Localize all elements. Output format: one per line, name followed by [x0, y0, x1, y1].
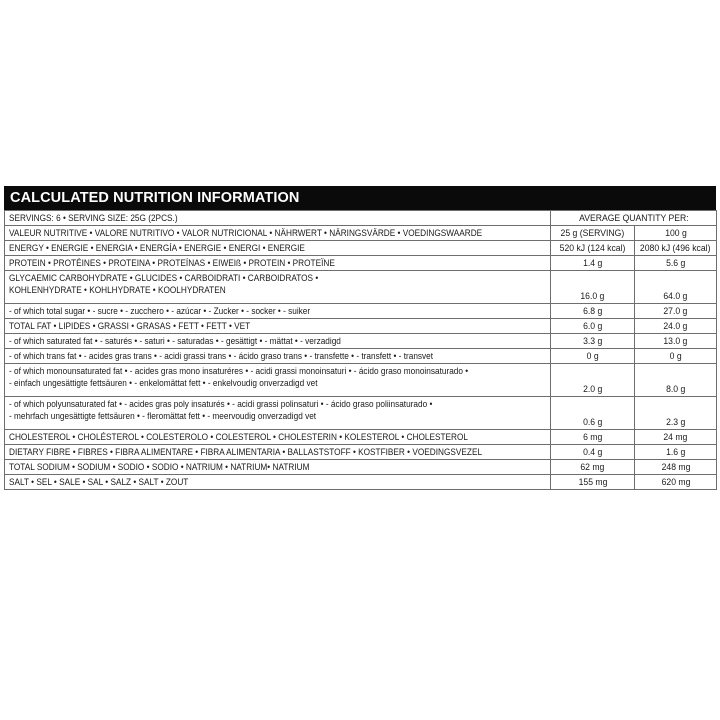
per100g-value: 620 mg: [635, 475, 717, 490]
per100g-value: 8.0 g: [635, 364, 717, 397]
nutrient-row: [5, 430, 717, 445]
nutrient-label: - of which saturated fat • - saturés • - saturi • - saturadas • - gesättigt • - mättat • - verzadigd: [5, 334, 551, 349]
nutrition-table: [4, 210, 717, 490]
serving-value: 2.0 g: [551, 364, 635, 397]
nutrient-label: GLYCAEMIC CARBOHYDRATE • GLUCIDES • CARBOIDRATI • CARBOIDRATOS • KOHLENHYDRATE • KOHLHYDRATE • KOOLHYDRATEN: [5, 271, 551, 304]
nutrient-row: [5, 397, 717, 430]
nutrition-panel: [4, 186, 716, 490]
serving-value: 6.8 g: [551, 304, 635, 319]
nutrient-row: [5, 256, 717, 271]
nutrient-label: - of which polyunsaturated fat • - acides gras poly insaturés • - acidi grassi polinsaturi • - ácido graso poliinsaturado • - mehrfach ungesättigte fettsäuren • - fleromättat fett • - meervoudig onverzadigd vet: [5, 397, 551, 430]
servings-row: [5, 211, 717, 226]
serving-value: 3.3 g: [551, 334, 635, 349]
nutrient-label: - of which monounsaturated fat • - acides gras mono insaturéres • - acidi grassi monoinsaturi • - ácido graso monoinsaturado • - einfach ungesättigte fettsäuren • - enkelomättat fett • - enkelvoudig onverzadigd vet: [5, 364, 551, 397]
nutrient-row: [5, 304, 717, 319]
per100g-value: 248 mg: [635, 460, 717, 475]
nutrient-label: SALT • SEL • SALE • SAL • SALZ • SALT • ZOUT: [5, 475, 551, 490]
per100g-value: 13.0 g: [635, 334, 717, 349]
nutrient-label: ENERGY • ENERGIE • ENERGIA • ENERGÍA • ENERGIE • ENERGI • ENERGIE: [5, 241, 551, 256]
per100g-value: 24.0 g: [635, 319, 717, 334]
serving-value: 520 kJ (124 kcal): [551, 241, 635, 256]
servings-text: SERVINGS: 6 • SERVING SIZE: 25G (2PCS.): [5, 211, 551, 226]
per100g-value: 27.0 g: [635, 304, 717, 319]
serving-value: 6.0 g: [551, 319, 635, 334]
nutrient-row: [5, 349, 717, 364]
serving-value: 62 mg: [551, 460, 635, 475]
nutrient-row: [5, 319, 717, 334]
nutrient-row: [5, 445, 717, 460]
nutrient-row: [5, 364, 717, 397]
column-header-per100: 100 g: [635, 226, 717, 241]
nutrient-row: [5, 334, 717, 349]
per100g-value: 64.0 g: [635, 271, 717, 304]
serving-value: 0.6 g: [551, 397, 635, 430]
nutrient-row: [5, 241, 717, 256]
nutrient-label: CHOLESTEROL • CHOLÉSTEROL • COLESTEROLO • COLESTEROL • CHOLESTERIN • KOLESTEROL • CHOLESTEROL: [5, 430, 551, 445]
nutrient-row: [5, 460, 717, 475]
serving-value: 1.4 g: [551, 256, 635, 271]
nutrient-label: DIETARY FIBRE • FIBRES • FIBRA ALIMENTARE • FIBRA ALIMENTARIA • BALLASTSTOFF • KOSTFIBER • VOEDINGSVEZEL: [5, 445, 551, 460]
per100g-value: 2080 kJ (496 kcal): [635, 241, 717, 256]
nutrient-label: TOTAL FAT • LIPIDES • GRASSI • GRASAS • FETT • FETT • VET: [5, 319, 551, 334]
serving-value: 6 mg: [551, 430, 635, 445]
per100g-value: 1.6 g: [635, 445, 717, 460]
column-header-serving: 25 g (SERVING): [551, 226, 635, 241]
nutrient-label: PROTEIN • PROTÉINES • PROTEINA • PROTEÍNAS • EIWEIß • PROTEIN • PROTEÏNE: [5, 256, 551, 271]
serving-value: 0.4 g: [551, 445, 635, 460]
nutrient-row: [5, 475, 717, 490]
nutrient-label: - of which total sugar • - sucre • - zucchero • - azúcar • - Zucker • - socker • - suiker: [5, 304, 551, 319]
nutrient-row: [5, 271, 717, 304]
column-header-label: VALEUR NUTRITIVE • VALORE NUTRITIVO • VALOR NUTRICIONAL • NÄHRWERT • NÄRINGSVÄRDE • VOEDINGSWAARDE: [5, 226, 551, 241]
serving-value: 155 mg: [551, 475, 635, 490]
average-quantity-label: AVERAGE QUANTITY PER:: [551, 211, 717, 226]
serving-value: 16.0 g: [551, 271, 635, 304]
nutrient-label: TOTAL SODIUM • SODIUM • SODIO • SODIO • NATRIUM • NATRIUM• NATRIUM: [5, 460, 551, 475]
per100g-value: 2.3 g: [635, 397, 717, 430]
per100g-value: 0 g: [635, 349, 717, 364]
panel-title: CALCULATED NUTRITION INFORMATION: [4, 186, 716, 210]
per100g-value: 24 mg: [635, 430, 717, 445]
nutrient-label: - of which trans fat • - acides gras trans • - acidi grassi trans • - ácido graso trans • - transfette • - transfett • - transvet: [5, 349, 551, 364]
column-header-row: [5, 226, 717, 241]
per100g-value: 5.6 g: [635, 256, 717, 271]
serving-value: 0 g: [551, 349, 635, 364]
